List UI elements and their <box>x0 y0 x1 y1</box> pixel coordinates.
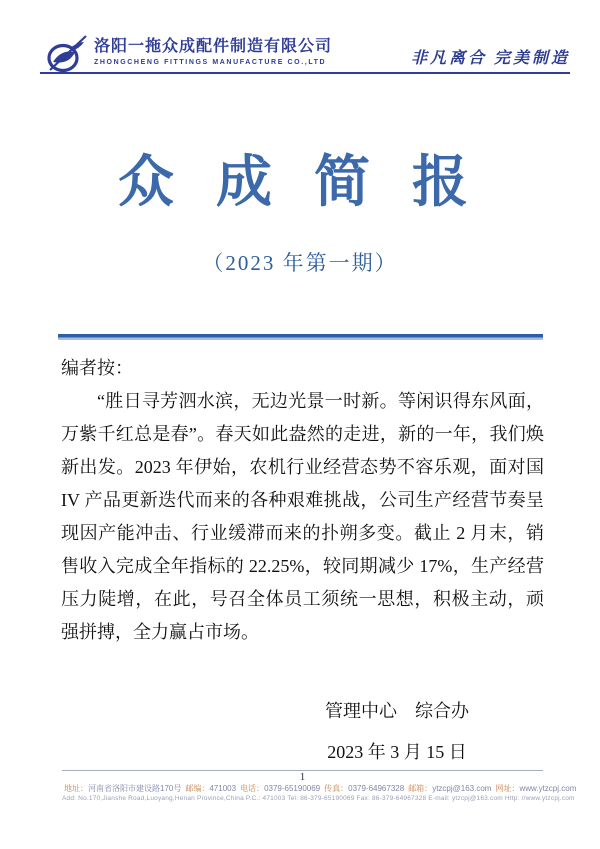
company-names <box>94 38 332 66</box>
page-footer <box>62 770 577 803</box>
company-logo-icon <box>40 34 88 76</box>
title-divider-bar <box>58 334 543 340</box>
editor-note-paragraph: “胜日寻芳泗水滨，无边光景一时新。等闲识得东风面，万紫千红总是春”。春天如此盎然的走进，新的一年，我们焕新出发。2023 年伊始，农机行业经营态势不容乐观，面对国 IV 产品更新迭代而来的各种艰难挑战，公司生产经营节奏呈现因产能冲击、行业缓滞而来的扑朔多变。截止 2 月末，销售收入完成全年指标的 22.25%，较同期减少 17%，生产经营压力陡增，在此，号召全体员工须统一思想，积极主动，顽强拼搏，全力赢占市场。 <box>61 391 544 642</box>
newsletter-title: 众 成 简 报 <box>118 152 482 214</box>
footer-contact-segment: 电话：0379-65190069 <box>240 784 321 793</box>
company-name-en: ZHONGCHENG FITTINGS MANUFACTURE CO.,LTD <box>94 59 327 66</box>
footer-contact-en: Add: No.170,Jianshe Road,Luoyang,Henan Province,China P.C.: 471003 Tel: 86-379-65190069 Fax: 86-379-64967328 E-mail: ytzcpj@163.com Http: //www.ytzcpj.com <box>62 795 575 802</box>
signature-date: 2023 年 3 月 15 日 <box>327 742 467 762</box>
footer-contact-cn <box>62 784 577 794</box>
body-text <box>61 352 544 649</box>
page-number: 1 <box>299 771 306 783</box>
signature-block <box>272 691 522 773</box>
company-slogan: 非凡离合 完美制造 <box>410 50 570 67</box>
company-name-cn: 洛阳一拖众成配件制造有限公司 <box>94 38 333 55</box>
footer-contact-segment: 传真：0379-64967328 <box>324 784 405 793</box>
issue-number: （2023 年第一期） <box>202 251 398 275</box>
footer-contact-segment: 邮编：471003 <box>185 784 237 793</box>
footer-contact-segment: 地址：河南省洛阳市建设路170号 <box>64 784 182 793</box>
company-logo-block <box>40 32 332 76</box>
editor-note-label: 编者按： <box>61 358 133 378</box>
letterhead <box>40 32 570 74</box>
signature-department: 管理中心 综合办 <box>325 701 469 721</box>
footer-contact-segment: 邮箱：ytzcpj@163.com <box>408 784 492 793</box>
footer-contact-segment: 网址：www.ytzcpj.com <box>495 784 577 793</box>
